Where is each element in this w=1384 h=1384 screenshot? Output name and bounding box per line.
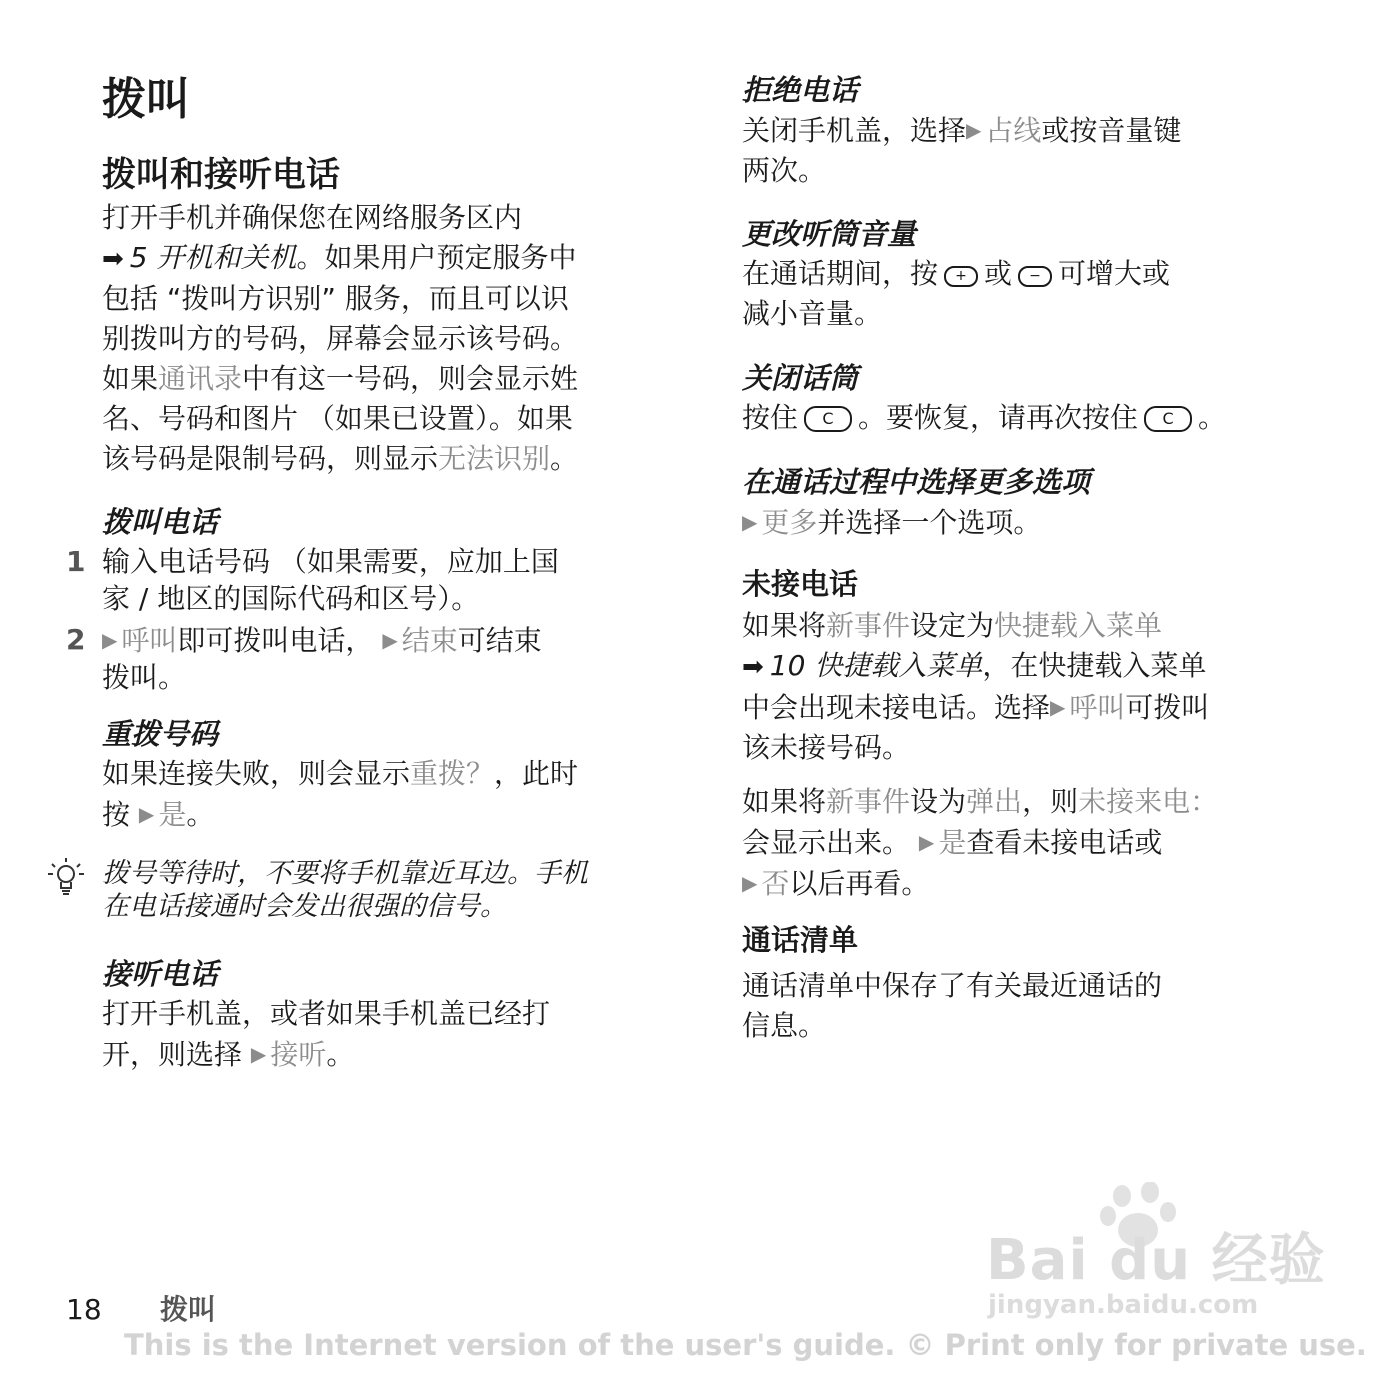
mute-text: 。 (1198, 401, 1227, 434)
select-arrow-icon: ▶ (742, 510, 758, 534)
heading-call-list: 通话清单 (742, 923, 859, 957)
step-text (102, 620, 662, 661)
tip-note (102, 856, 588, 922)
missed-paragraph (742, 606, 1209, 768)
select-arrow-icon: ▶ (102, 628, 118, 652)
tip-line: 拨号等待时，不要将手机靠近耳边。手机 (102, 858, 588, 889)
intro-text: 该号码是限制号码，则显示 (102, 442, 439, 475)
page-number: 18 (66, 1293, 102, 1326)
volume-line: 减小音量。 (742, 297, 883, 330)
answer-line (102, 1034, 550, 1075)
missed-line (742, 606, 1209, 646)
baidu-watermark (986, 1182, 1326, 1332)
make-call-steps (66, 542, 662, 695)
more-options-line (742, 502, 1041, 543)
reject-text: 或按音量键 (1041, 114, 1182, 147)
menu-term-no: 否 (761, 867, 790, 900)
heading-make-call: 拨叫电话 (102, 505, 219, 539)
intro-text: 如果 (102, 362, 159, 395)
missed-line: 该未接号码。 (742, 731, 911, 764)
reject-paragraph (742, 110, 1181, 191)
reject-text: 关闭手机盖，选择 (742, 114, 967, 147)
answer-text: 开，则选择 (102, 1038, 243, 1071)
more-options-paragraph (742, 502, 1041, 543)
step-text: 输入电话号码 （如果需要，应加上国 (102, 545, 559, 578)
cross-reference: 10 快捷载入菜单 (769, 649, 983, 682)
missed-text: 如果将 (742, 785, 827, 818)
page-title: 拨叫 (102, 74, 190, 125)
missed-text: 会显示出来。 (742, 826, 911, 859)
volume-line (742, 254, 1170, 294)
redial-text: 按 (102, 798, 131, 831)
volume-up-key-icon: + (944, 266, 978, 287)
menu-term-missed-calls: 未接来电： (1078, 785, 1219, 818)
c-key-icon: C (1144, 406, 1192, 432)
cross-reference: 5 开机和关机 (129, 241, 297, 274)
menu-term-call: 呼叫 (121, 624, 178, 657)
heading-mute: 关闭话筒 (742, 361, 859, 395)
select-arrow-icon: ▶ (1050, 695, 1066, 719)
menu-term-popup: 弹出 (966, 785, 1023, 818)
intro-line (102, 439, 578, 479)
heading-answer: 接听电话 (102, 957, 219, 991)
redial-line (102, 754, 578, 794)
intro-line (102, 359, 578, 399)
watermark-logo: Bai du 经验 (986, 1228, 1326, 1293)
menu-term-busy: 占线 (985, 114, 1042, 147)
missed-text: 如果将 (742, 609, 827, 642)
volume-paragraph (742, 254, 1170, 334)
answer-text: 。 (326, 1038, 355, 1071)
missed-text: 设为 (910, 785, 967, 818)
intro-text: 。如果用户预定服务中 (296, 241, 577, 274)
menu-term-yes: 是 (938, 826, 967, 859)
step-text: 即可拨叫电话， (177, 624, 374, 657)
arrow-right-icon: ➡ (102, 244, 124, 274)
intro-text: 。 (550, 442, 579, 475)
step-text: 可结束 (457, 624, 542, 657)
step-1 (66, 542, 662, 616)
intro-text: 中有这一号码，则会显示姓 (242, 362, 579, 395)
call-list-line: 信息。 (742, 1009, 827, 1042)
menu-term-answer: 接听 (270, 1038, 327, 1071)
menu-term-unknown: 无法识别 (438, 442, 551, 475)
redial-text: ，此时 (494, 757, 579, 790)
intro-line: 别拨叫方的号码，屏幕会显示该号码。 (102, 322, 579, 355)
answer-paragraph (102, 994, 550, 1075)
missed-text: ，在快捷载入菜单 (982, 649, 1207, 682)
menu-term-activity-menu: 快捷载入菜单 (994, 609, 1163, 642)
mute-paragraph (742, 398, 1226, 438)
redial-text: 如果连接失败，则会显示 (102, 757, 411, 790)
redial-text: 。 (186, 798, 215, 831)
select-arrow-icon: ▶ (382, 628, 398, 652)
missed-line (742, 646, 1209, 687)
intro-paragraph (102, 198, 578, 479)
volume-text: 可增大或 (1058, 257, 1171, 290)
select-arrow-icon: ▶ (966, 118, 982, 142)
heading-reject: 拒绝电话 (742, 73, 859, 107)
volume-down-key-icon: − (1018, 266, 1052, 287)
c-key-icon: C (804, 406, 852, 432)
intro-line (102, 238, 578, 279)
mute-text: 。要恢复，请再次按住 (858, 401, 1139, 434)
missed-line (742, 822, 1218, 863)
arrow-right-icon: ➡ (742, 652, 764, 682)
menu-term-call: 呼叫 (1069, 691, 1126, 724)
chapter-label: 拨叫 (160, 1293, 217, 1326)
intro-line: 打开手机并确保您在网络服务区内 (102, 201, 523, 234)
section-title: 拨叫和接听电话 (102, 155, 340, 195)
menu-term-more: 更多 (761, 506, 818, 539)
mute-text: 按住 (742, 401, 799, 434)
select-arrow-icon: ▶ (742, 871, 758, 895)
step-number: 1 (66, 545, 86, 578)
call-list-line: 通话清单中保存了有关最近通话的 (742, 969, 1163, 1002)
step-text: 家 / 地区的国际代码和区号）。 (102, 582, 480, 615)
redial-line (102, 794, 578, 835)
missed-text: ，则 (1022, 785, 1079, 818)
answer-line: 打开手机盖，或者如果手机盖已经打 (102, 997, 551, 1030)
mute-line (742, 398, 1226, 438)
reject-line: 两次。 (742, 154, 827, 187)
intro-line: 名、号码和图片 （如果已设置）。如果 (102, 402, 573, 435)
menu-term-yes: 是 (158, 798, 187, 831)
menu-term-contacts: 通讯录 (158, 362, 243, 395)
missed-text: 设定为 (910, 609, 995, 642)
heading-missed-calls: 未接电话 (742, 567, 859, 601)
call-list-paragraph (742, 966, 1162, 1046)
missed-text: 查看未接电话或 (966, 826, 1163, 859)
menu-term-new-events: 新事件 (826, 785, 911, 818)
volume-text: 在通话期间，按 (742, 257, 939, 290)
intro-line: 包括 “拨叫方识别” 服务，而且可以识 (102, 282, 569, 315)
step-text: 拨叫。 (102, 661, 187, 694)
menu-term-new-events: 新事件 (826, 609, 911, 642)
tip-line: 在电话接通时会发出很强的信号。 (102, 891, 507, 922)
reject-line (742, 110, 1181, 151)
missed-line (742, 863, 1218, 904)
footer-notice: This is the Internet version of the user's guide. © Print only for private use. (124, 1328, 1367, 1362)
step-number: 2 (66, 623, 86, 656)
missed-line (742, 782, 1218, 822)
select-arrow-icon: ▶ (138, 802, 155, 826)
heading-volume: 更改听筒音量 (742, 217, 917, 251)
missed-text: 中会出现未接电话。选择 (742, 691, 1051, 724)
step-2 (66, 620, 662, 695)
missed-text: 以后再看。 (789, 867, 930, 900)
select-arrow-icon: ▶ (250, 1042, 267, 1066)
menu-term-end: 结束 (401, 624, 458, 657)
heading-redial: 重拨号码 (102, 717, 219, 751)
missed-text: 可拨叫 (1125, 691, 1210, 724)
redial-paragraph (102, 754, 578, 835)
volume-text: 或 (984, 257, 1013, 290)
watermark-url: jingyan.baidu.com (988, 1290, 1259, 1320)
menu-term-redial: 重拨？ (410, 757, 495, 790)
missed-paragraph-2 (742, 782, 1218, 904)
heading-more-options: 在通话过程中选择更多选项 (742, 465, 1091, 499)
select-arrow-icon: ▶ (918, 830, 935, 854)
more-options-text: 并选择一个选项。 (817, 506, 1042, 539)
missed-line (742, 687, 1209, 728)
lightbulb-icon (46, 856, 86, 902)
